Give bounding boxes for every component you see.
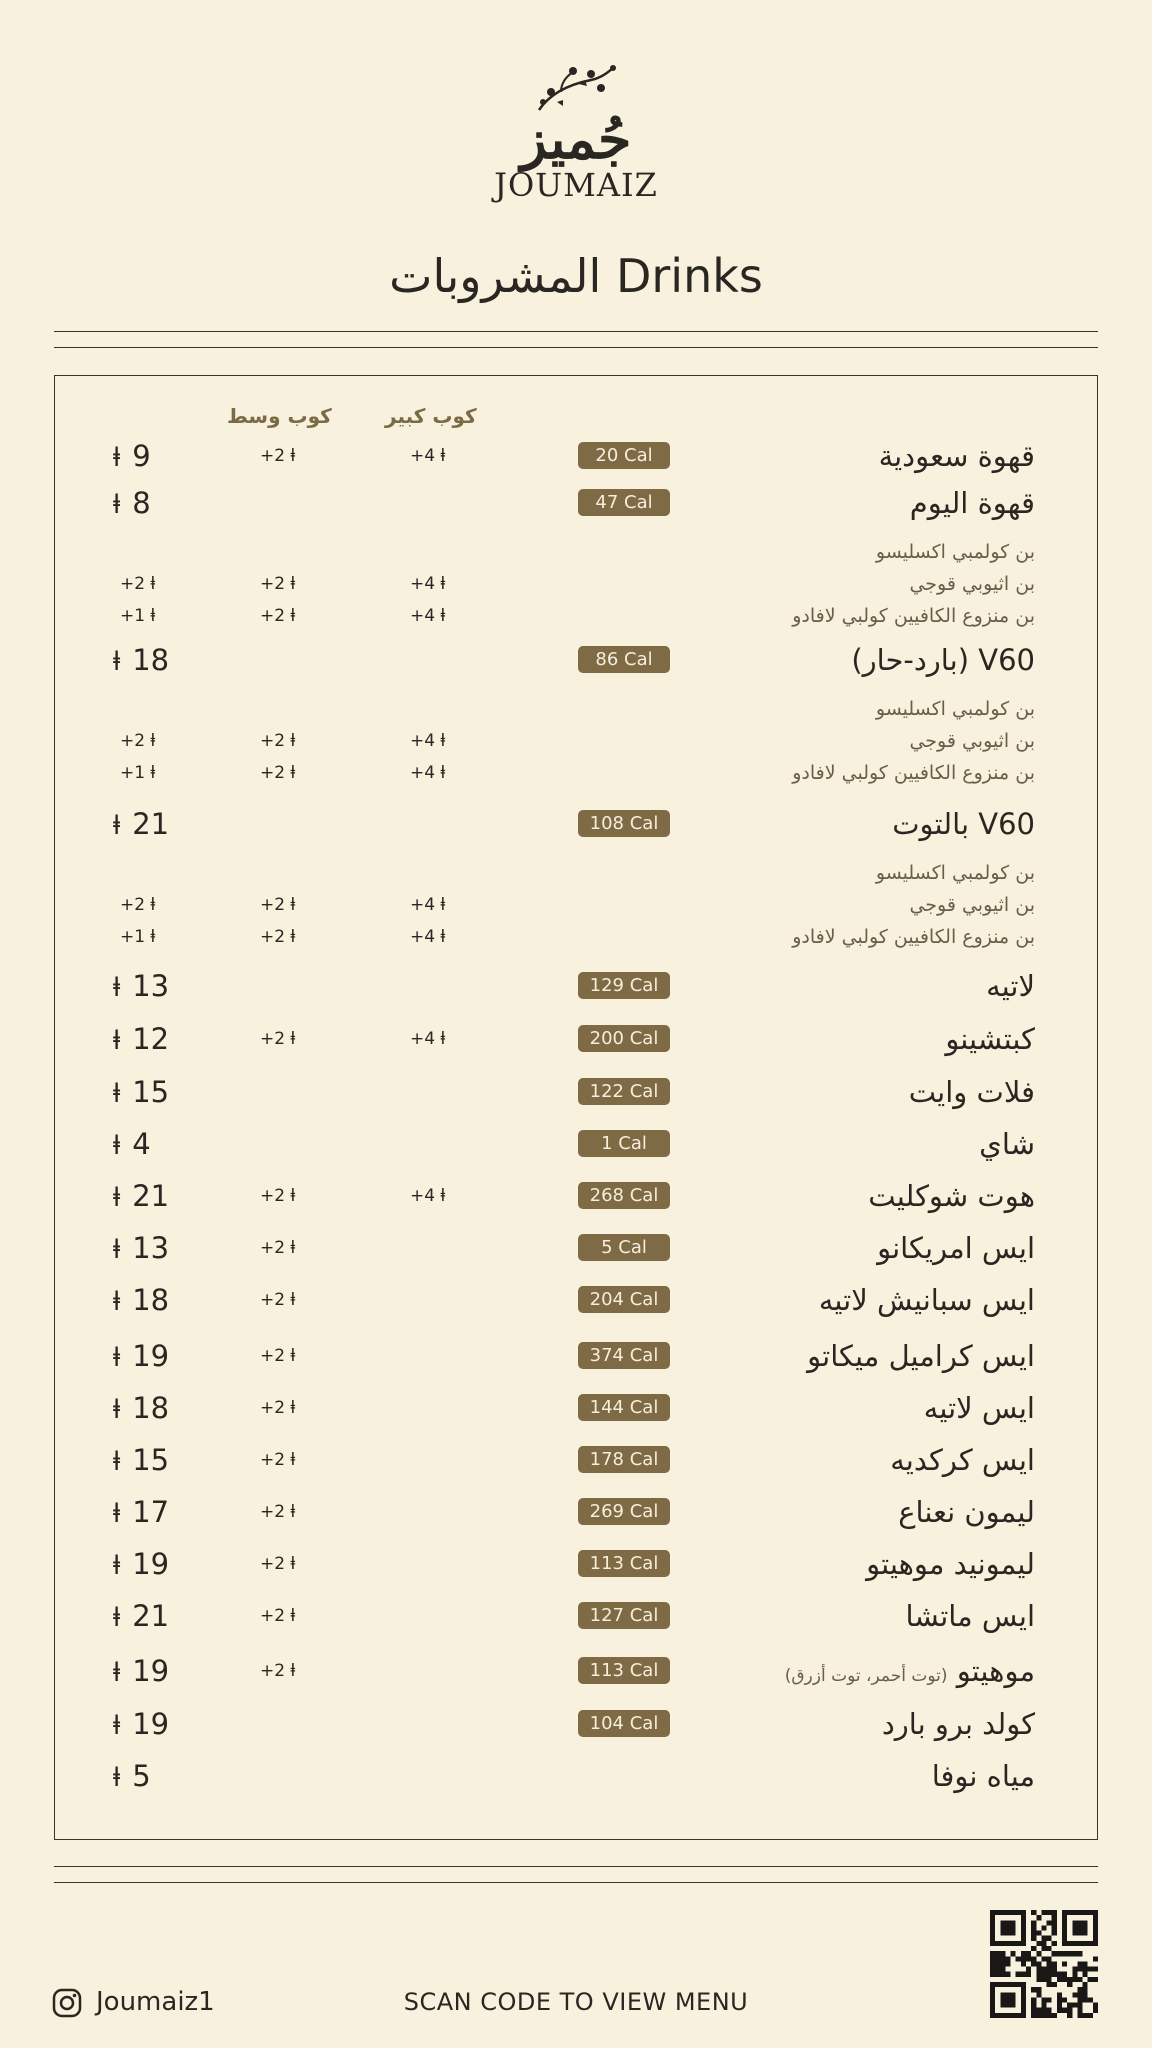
currency-icon: ⱡ (113, 1343, 121, 1373)
currency-icon: ⱡ (113, 1763, 121, 1793)
menu-item (55, 1704, 1097, 1744)
menu-item (55, 483, 1097, 523)
menu-item (55, 1651, 1097, 1691)
item-option: بن اثيوبي قوجي (909, 894, 1035, 916)
option-large-addon: +4 ⱡ (410, 574, 446, 594)
item-option: بن كولمبي اكسليسو (875, 541, 1035, 563)
calorie-badge: 86 Cal (578, 646, 670, 673)
header-large-cup: كوب كبير (385, 404, 477, 428)
calorie-badge: 178 Cal (578, 1446, 670, 1473)
currency-icon: ⱡ (113, 1395, 121, 1425)
currency-icon: ⱡ (113, 1499, 121, 1529)
menu-item (55, 1544, 1097, 1584)
medium-cup-addon: +2 (260, 1502, 286, 1522)
item-name: كولد برو بارد (881, 1707, 1035, 1741)
option-large-addon-value: +4 (410, 574, 436, 594)
item-price (113, 1280, 253, 1322)
price-value: 12 (132, 1022, 170, 1056)
item-name: ليمون نعناع (898, 1495, 1035, 1529)
option-small-addon: +1 ⱡ (120, 763, 156, 783)
price-large: +4 ⱡ (410, 1029, 446, 1049)
calorie-badge: 129 Cal (578, 972, 670, 999)
menu-item (55, 1176, 1097, 1216)
medium-cup-addon: +2 (260, 1554, 286, 1574)
currency-icon: ⱡ (113, 1551, 121, 1581)
item-name: ايس امريكانو (877, 1231, 1035, 1265)
currency-icon: ⱡ (113, 811, 121, 841)
option-medium-addon: +2 ⱡ (260, 731, 296, 751)
calorie-badge: 269 Cal (578, 1498, 670, 1525)
calorie-badge: 1 Cal (578, 1130, 670, 1157)
price-value: 13 (132, 969, 170, 1003)
large-cup-addon: +4 (410, 1029, 436, 1049)
menu-item (55, 1388, 1097, 1428)
scan-instruction: SCAN CODE TO VIEW MENU (403, 1988, 749, 2016)
currency-icon: ⱡ (113, 973, 121, 1003)
medium-cup-addon: +2 (260, 1346, 286, 1366)
price-value: 21 (132, 1179, 170, 1213)
page-title: المشروبات Drinks (389, 249, 763, 303)
price-medium: +2 ⱡ (260, 1606, 296, 1626)
menu-item (55, 804, 1097, 844)
option-medium-addon: +2 ⱡ (260, 927, 296, 947)
item-price (113, 1756, 253, 1798)
menu-item (55, 1756, 1097, 1796)
item-option: بن اثيوبي قوجي (909, 573, 1035, 595)
calorie-badge: 200 Cal (578, 1025, 670, 1052)
item-price (113, 483, 253, 525)
price-value: 15 (132, 1443, 170, 1477)
price-medium: +2 ⱡ (260, 1661, 296, 1681)
option-small-addon: +2 ⱡ (120, 895, 156, 915)
menu-item (55, 1019, 1097, 1059)
option-medium-addon: +2 ⱡ (260, 574, 296, 594)
option-medium-addon-value: +2 (260, 574, 286, 594)
option-large-addon: +4 ⱡ (410, 895, 446, 915)
option-large-addon-value: +4 (410, 606, 436, 626)
medium-cup-addon: +2 (260, 1661, 286, 1681)
price-medium: +2 ⱡ (260, 1029, 296, 1049)
price-medium: +2 ⱡ (260, 1554, 296, 1574)
price-value: 18 (132, 1391, 170, 1425)
option-small-addon-value: +2 (120, 574, 146, 594)
item-note: (توت أحمر، توت أزرق) (784, 1666, 948, 1686)
calorie-badge: 374 Cal (578, 1342, 670, 1369)
item-price (113, 1072, 253, 1114)
item-price (113, 1388, 253, 1430)
menu-item (55, 966, 1097, 1006)
item-name: ليمونيد موهيتو (866, 1547, 1035, 1581)
option-medium-addon: +2 ⱡ (260, 606, 296, 626)
price-value: 4 (132, 1127, 151, 1161)
item-name: كبتشينو (945, 1022, 1035, 1056)
menu-item (55, 1072, 1097, 1112)
item-name: ايس ماتشا (905, 1599, 1035, 1633)
item-name: V60 بالتوت (892, 807, 1035, 841)
medium-cup-addon: +2 (260, 1186, 286, 1206)
item-option: بن منزوع الكافيين كولبي لافادو (792, 762, 1035, 784)
option-small-addon-value: +2 (120, 731, 146, 751)
item-name (785, 1651, 1035, 1696)
price-medium: +2 ⱡ (260, 446, 296, 466)
calorie-badge: 104 Cal (578, 1710, 670, 1737)
item-option: بن منزوع الكافيين كولبي لافادو (792, 926, 1035, 948)
option-small-addon: +2 ⱡ (120, 731, 156, 751)
currency-icon: ⱡ (113, 1235, 121, 1265)
item-price (113, 1704, 253, 1746)
item-price (113, 804, 253, 846)
price-value: 8 (132, 486, 151, 520)
item-price (113, 1492, 253, 1534)
currency-icon: ⱡ (113, 647, 121, 677)
item-price (113, 966, 253, 1008)
large-cup-addon: +4 (410, 446, 436, 466)
item-price (113, 1651, 253, 1693)
currency-icon: ⱡ (113, 1711, 121, 1741)
menu-item (55, 1280, 1097, 1320)
option-medium-addon: +2 ⱡ (260, 763, 296, 783)
option-large-addon: +4 ⱡ (410, 927, 446, 947)
price-medium: +2 ⱡ (260, 1346, 296, 1366)
item-price (113, 1544, 253, 1586)
medium-cup-addon: +2 (260, 1398, 286, 1418)
calorie-badge: 47 Cal (578, 489, 670, 516)
menu-list (54, 375, 1098, 1840)
item-name: قهوة سعودية (878, 439, 1035, 473)
menu-item (55, 1228, 1097, 1268)
calorie-badge: 268 Cal (578, 1182, 670, 1209)
option-large-addon-value: +4 (410, 895, 436, 915)
item-price (113, 1336, 253, 1378)
brand-logo (476, 62, 676, 212)
item-name: مياه نوفا (931, 1759, 1035, 1793)
menu-item (55, 1492, 1097, 1532)
price-medium: +2 ⱡ (260, 1398, 296, 1418)
calorie-badge: 20 Cal (578, 442, 670, 469)
medium-cup-addon: +2 (260, 1290, 286, 1310)
price-large: +4 ⱡ (410, 1186, 446, 1206)
option-medium-addon: +2 ⱡ (260, 895, 296, 915)
calorie-badge: 122 Cal (578, 1078, 670, 1105)
price-value: 19 (132, 1547, 170, 1581)
item-option: بن منزوع الكافيين كولبي لافادو (792, 605, 1035, 627)
item-name-text: موهيتو (956, 1654, 1035, 1688)
price-value: 5 (132, 1759, 151, 1793)
divider-top-1 (54, 331, 1098, 332)
currency-icon: ⱡ (113, 1447, 121, 1477)
item-name: قهوة اليوم (909, 486, 1035, 520)
price-medium: +2 ⱡ (260, 1186, 296, 1206)
menu-item (55, 1336, 1097, 1376)
item-price (113, 1596, 253, 1638)
price-medium: +2 ⱡ (260, 1450, 296, 1470)
header-medium-cup: كوب وسط (227, 404, 332, 428)
option-small-addon-value: +1 (120, 763, 146, 783)
item-name: ايس سبانيش لاتيه (818, 1283, 1035, 1317)
currency-icon: ⱡ (113, 1658, 121, 1688)
currency-icon: ⱡ (113, 490, 121, 520)
divider-bottom-2 (54, 1882, 1098, 1883)
divider-top-2 (54, 347, 1098, 348)
calorie-badge: 113 Cal (578, 1550, 670, 1577)
currency-icon: ⱡ (113, 1131, 121, 1161)
item-name: ايس كراميل ميكاتو (807, 1339, 1035, 1373)
price-value: 19 (132, 1707, 170, 1741)
price-value: 19 (132, 1339, 170, 1373)
option-large-addon: +4 ⱡ (410, 731, 446, 751)
price-value: 18 (132, 643, 170, 677)
price-value: 17 (132, 1495, 170, 1529)
brand-name-english: JOUMAIZ (494, 166, 658, 204)
currency-icon: ⱡ (113, 1603, 121, 1633)
option-large-addon-value: +4 (410, 763, 436, 783)
large-cup-addon: +4 (410, 1186, 436, 1206)
currency-icon: ⱡ (113, 1287, 121, 1317)
price-value: 9 (132, 439, 151, 473)
divider-bottom-1 (54, 1866, 1098, 1867)
medium-cup-addon: +2 (260, 1450, 286, 1470)
medium-cup-addon: +2 (260, 446, 286, 466)
instagram-handle[interactable]: Joumaiz1 (96, 1987, 215, 2017)
price-large: +4 ⱡ (410, 446, 446, 466)
menu-item (55, 1440, 1097, 1480)
calorie-badge: 5 Cal (578, 1234, 670, 1261)
medium-cup-addon: +2 (260, 1606, 286, 1626)
option-medium-addon-value: +2 (260, 731, 286, 751)
item-name: شاي (979, 1127, 1035, 1161)
calorie-badge: 127 Cal (578, 1602, 670, 1629)
item-name: هوت شوكليت (868, 1179, 1035, 1213)
calorie-badge: 204 Cal (578, 1286, 670, 1313)
option-large-addon-value: +4 (410, 927, 436, 947)
calorie-badge: 108 Cal (578, 810, 670, 837)
option-small-addon: +2 ⱡ (120, 574, 156, 594)
brand-name-arabic: جُميز (520, 107, 632, 171)
calorie-badge: 144 Cal (578, 1394, 670, 1421)
currency-icon: ⱡ (113, 1183, 121, 1213)
item-price (113, 1124, 253, 1166)
option-medium-addon-value: +2 (260, 927, 286, 947)
currency-icon: ⱡ (113, 443, 121, 473)
menu-item (55, 436, 1097, 476)
currency-icon: ⱡ (113, 1026, 121, 1056)
item-price (113, 1176, 253, 1218)
price-value: 19 (132, 1654, 170, 1688)
item-option: بن اثيوبي قوجي (909, 730, 1035, 752)
option-small-addon-value: +1 (120, 606, 146, 626)
price-medium: +2 ⱡ (260, 1238, 296, 1258)
menu-item (55, 640, 1097, 680)
item-price (113, 436, 253, 478)
item-name: ايس لاتيه (923, 1391, 1035, 1425)
price-value: 13 (132, 1231, 170, 1265)
price-value: 15 (132, 1075, 170, 1109)
item-price (113, 640, 253, 682)
item-option: بن كولمبي اكسليسو (875, 698, 1035, 720)
option-large-addon: +4 ⱡ (410, 606, 446, 626)
option-large-addon-value: +4 (410, 731, 436, 751)
option-small-addon-value: +2 (120, 895, 146, 915)
calorie-badge: 113 Cal (578, 1657, 670, 1684)
option-medium-addon-value: +2 (260, 763, 286, 783)
menu-item (55, 1124, 1097, 1164)
option-small-addon: +1 ⱡ (120, 606, 156, 626)
option-small-addon: +1 ⱡ (120, 927, 156, 947)
item-name: فلات وايت (908, 1075, 1035, 1109)
option-large-addon: +4 ⱡ (410, 763, 446, 783)
option-medium-addon-value: +2 (260, 606, 286, 626)
item-name: لاتيه (986, 969, 1035, 1003)
price-value: 21 (132, 807, 170, 841)
price-medium: +2 ⱡ (260, 1290, 296, 1310)
currency-icon: ⱡ (113, 1079, 121, 1109)
option-medium-addon-value: +2 (260, 895, 286, 915)
menu-item (55, 1596, 1097, 1636)
item-name: V60 (بارد-حار) (851, 643, 1035, 677)
medium-cup-addon: +2 (260, 1029, 286, 1049)
item-name: ايس كركديه (890, 1443, 1035, 1477)
item-price (113, 1228, 253, 1270)
item-price (113, 1019, 253, 1061)
price-medium: +2 ⱡ (260, 1502, 296, 1522)
price-value: 18 (132, 1283, 170, 1317)
price-value: 21 (132, 1599, 170, 1633)
item-option: بن كولمبي اكسليسو (875, 862, 1035, 884)
option-small-addon-value: +1 (120, 927, 146, 947)
item-price (113, 1440, 253, 1482)
medium-cup-addon: +2 (260, 1238, 286, 1258)
